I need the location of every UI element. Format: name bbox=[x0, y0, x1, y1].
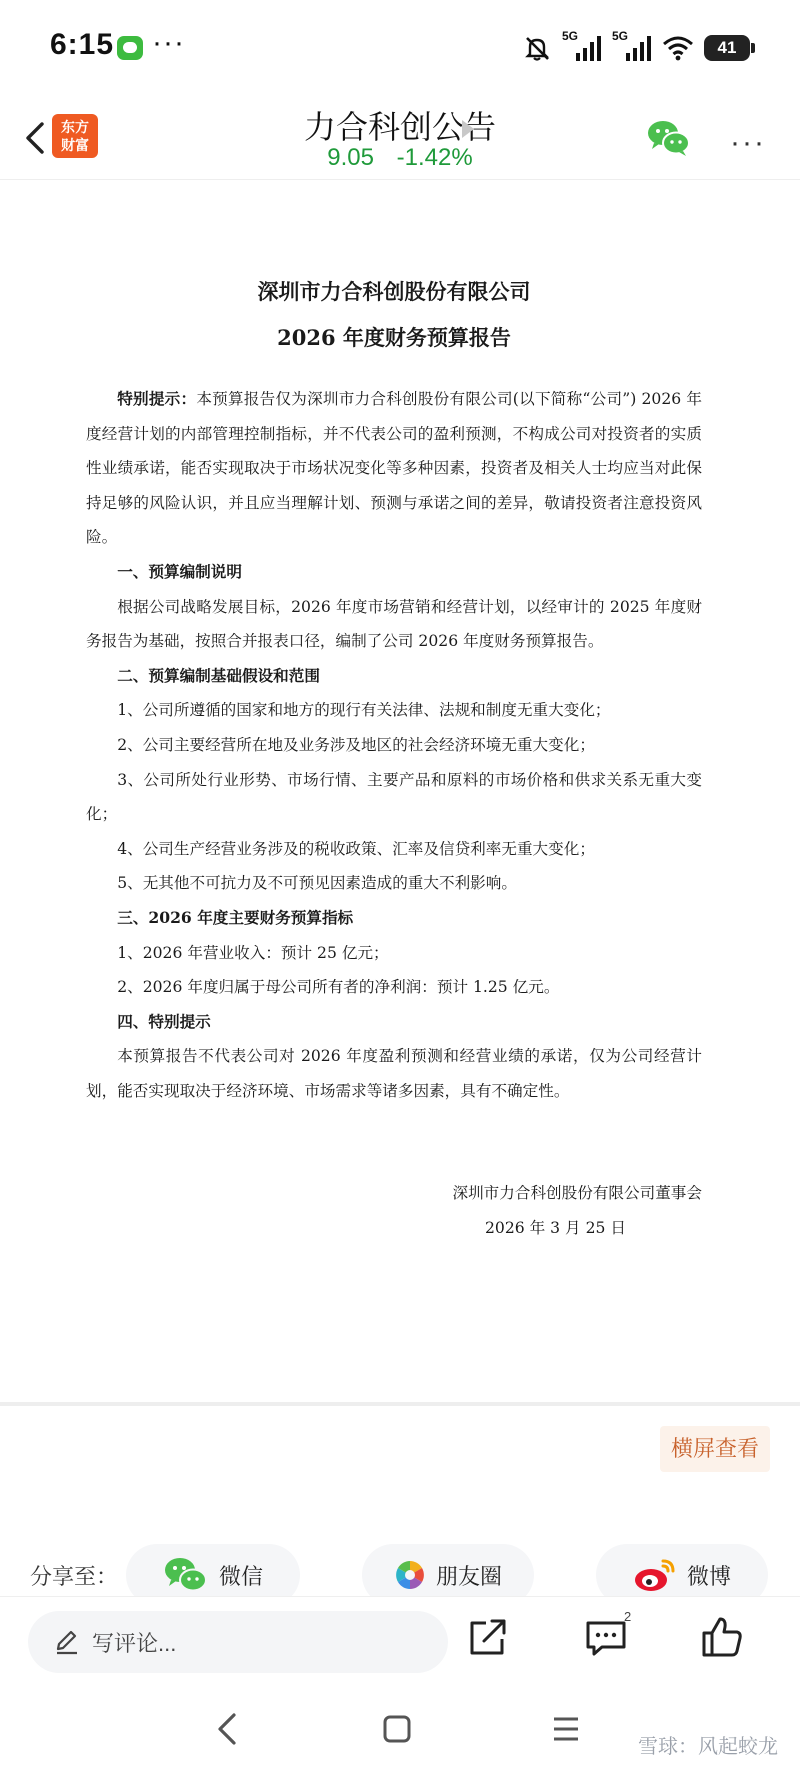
nav-menu-icon[interactable] bbox=[550, 1712, 582, 1746]
section-4-text: 本预算报告不代表公司对 2026 年度盈利预测和经营业绩的承诺，仅为公司经营计划，能否实现取决于经济环境、市场需求等诸多因素，具有不确定性。 bbox=[86, 1047, 702, 1100]
section-2-item: 2、公司主要经营所在地及业务涉及地区的社会经济环境无重大变化； bbox=[117, 735, 595, 754]
mute-bell-icon bbox=[522, 33, 552, 63]
stock-change: -1.42% bbox=[396, 144, 473, 171]
document-date: 2026 年 3 月 25 日 bbox=[484, 1219, 626, 1238]
comment-input[interactable] bbox=[28, 1611, 448, 1673]
section-2-item: 4、公司生产经营业务涉及的税收政策、汇率及信贷利率无重大变化； bbox=[117, 839, 595, 858]
more-menu-icon[interactable]: ··· bbox=[730, 126, 766, 159]
title-expand-arrow-icon[interactable] bbox=[462, 120, 474, 138]
battery-icon: 41 bbox=[704, 35, 750, 61]
section-2-title: 二、预算编制基础假设和范围 bbox=[117, 665, 320, 685]
status-more-indicator: ··· bbox=[152, 26, 185, 59]
moments-icon bbox=[394, 1559, 426, 1591]
signal-icon-1 bbox=[562, 29, 602, 61]
wechat-share-icon[interactable] bbox=[646, 118, 692, 158]
bottom-action-bar bbox=[0, 1596, 800, 1682]
share-external-icon[interactable] bbox=[466, 1615, 510, 1659]
document-title: 2026 年度财务预算报告 bbox=[277, 325, 511, 350]
notice-label: 特别提示： bbox=[117, 389, 197, 408]
section-2-item: 5、无其他不可抗力及不可预见因素造成的重大不利影响。 bbox=[117, 874, 517, 893]
logo-line-1: 东方 bbox=[61, 119, 89, 135]
share-label: 分享至： bbox=[30, 1564, 119, 1589]
section-2-item: 3、公司所处行业形势、市场行情、主要产品和原料的市场价格和供求关系无重大变化； bbox=[86, 770, 702, 824]
section-1-text: 根据公司战略发展目标，2026 年度市场营销和经营计划，以经审计的 2025 年度财务报告为基础，按照合并报表口径，编制了公司 2026 年度财务预算报告。 bbox=[86, 597, 702, 651]
nav-back-icon[interactable] bbox=[212, 1712, 242, 1746]
app-logo[interactable] bbox=[52, 114, 98, 158]
document-signature: 深圳市力合科创股份有限公司董事会 bbox=[452, 1184, 702, 1203]
section-4-title: 四、特别提示 bbox=[117, 1011, 211, 1031]
section-3-item: 1、2026 年营业收入：预计 25 亿元； bbox=[117, 943, 389, 962]
signal-2-label: 5G bbox=[612, 29, 629, 43]
wifi-icon bbox=[662, 35, 694, 61]
notice-text: 本预算报告仅为深圳市力合科创股份有限公司(以下简称“公司”) 2026 年度经营计划的内部管理控制指标，并不代表公司的盈利预测，不构成公司对投资者的实质性业绩承诺，能否实现取决于市场状况变化等多种因素，投资者及相关人士均应当对此保持足够的风险认识，并且应当理解计划、预测与承诺之间的差异，敬请投资者注意投资风险。 bbox=[86, 390, 702, 547]
document-body bbox=[86, 382, 702, 1108]
app-header bbox=[0, 100, 800, 180]
announcement-document bbox=[86, 276, 702, 1246]
section-2-item: 1、公司所遵循的国家和地方的现行有关法律、法规和制度无重大变化； bbox=[117, 701, 611, 720]
stock-price: 9.05 bbox=[327, 144, 374, 171]
logo-line-2: 财富 bbox=[61, 137, 89, 153]
back-arrow-icon[interactable] bbox=[18, 120, 54, 156]
weibo-icon bbox=[633, 1557, 677, 1593]
watermark: 雪球：风起蛟龙 bbox=[638, 1736, 778, 1758]
share-weibo-label: 微博 bbox=[686, 1563, 731, 1589]
share-wechat-label: 微信 bbox=[218, 1563, 263, 1589]
status-time: 6:15 bbox=[50, 28, 115, 61]
section-divider bbox=[0, 1402, 800, 1406]
status-bar bbox=[0, 0, 800, 100]
share-moments-label: 朋友圈 bbox=[435, 1563, 502, 1589]
signal-icon-2 bbox=[612, 29, 652, 61]
like-thumb-icon[interactable] bbox=[700, 1615, 744, 1659]
section-1-title: 一、预算编制说明 bbox=[117, 561, 242, 581]
comment-icon[interactable] bbox=[584, 1615, 628, 1659]
notice-paragraph bbox=[86, 382, 702, 555]
message-app-icon bbox=[117, 36, 143, 60]
page-title: 力合科创公告 bbox=[303, 109, 496, 145]
pencil-icon bbox=[54, 1629, 80, 1655]
section-3-item: 2、2026 年度归属于母公司所有者的净利润：预计 1.25 亿元。 bbox=[117, 978, 560, 997]
comment-count-badge: 2 bbox=[624, 1609, 632, 1624]
comment-placeholder: 写评论... bbox=[92, 1630, 177, 1656]
system-nav-bar bbox=[0, 1682, 800, 1778]
section-3-title: 三、2026 年度主要财务预算指标 bbox=[117, 907, 354, 927]
wechat-icon bbox=[163, 1555, 209, 1595]
status-icons bbox=[522, 29, 750, 64]
landscape-view-button[interactable]: 横屏查看 bbox=[660, 1426, 770, 1472]
document-company: 深圳市力合科创股份有限公司 bbox=[257, 279, 531, 304]
signal-1-label: 5G bbox=[562, 29, 579, 43]
nav-home-icon[interactable] bbox=[381, 1712, 413, 1746]
